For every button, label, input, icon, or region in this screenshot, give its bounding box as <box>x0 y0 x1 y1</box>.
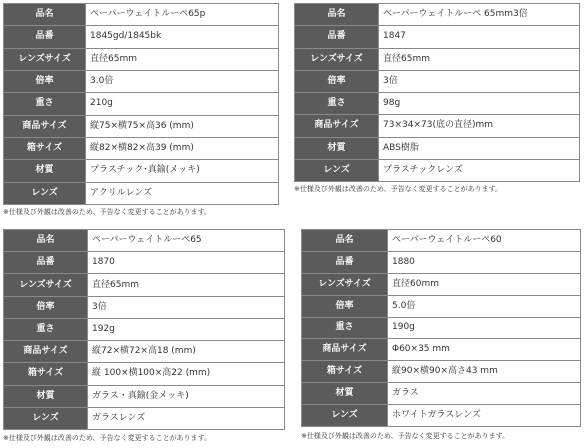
row-value: 縦90×横90×高さ43 mm <box>388 361 581 383</box>
row-label: 重さ <box>4 93 86 115</box>
row-label: 商品サイズ <box>4 115 86 137</box>
row-value: ガラス・真鍮(金メッキ) <box>88 385 285 407</box>
table-row <box>4 274 285 296</box>
spec-table-1 <box>3 3 279 205</box>
row-value: ペーパーウェイトルーペ60 <box>388 230 581 252</box>
spec-table-4 <box>301 229 581 427</box>
table-row <box>295 48 580 70</box>
row-label: 箱サイズ <box>302 361 388 383</box>
table-row <box>295 70 580 92</box>
row-value: ガラス <box>388 383 581 405</box>
row-value: 3倍 <box>88 296 285 318</box>
row-value: 3倍 <box>379 70 580 92</box>
row-value: Φ60×35 mm <box>388 339 581 361</box>
table-row <box>302 405 581 427</box>
row-label: 商品サイズ <box>295 115 379 137</box>
row-value: 1847 <box>379 26 580 48</box>
row-value: 直径65mm <box>379 48 580 70</box>
row-label: レンズサイズ <box>302 273 388 295</box>
row-label: 品名 <box>4 4 86 26</box>
row-label: レンズ <box>302 405 388 427</box>
table-row <box>295 159 580 181</box>
row-value: 縦75×横75×高36 (mm) <box>86 115 279 137</box>
row-value: 192g <box>88 318 285 340</box>
row-value: 縦82×横82×高39 (mm) <box>86 137 279 159</box>
table-row <box>302 273 581 295</box>
row-value: ガラスレンズ <box>88 407 285 429</box>
row-value: 直径65mm <box>86 48 279 70</box>
table-row <box>302 339 581 361</box>
table-row <box>4 385 285 407</box>
row-label: 箱サイズ <box>4 363 88 385</box>
row-label: 材質 <box>4 385 88 407</box>
row-label: 商品サイズ <box>302 339 388 361</box>
table-row <box>295 137 580 159</box>
row-value: 210g <box>86 93 279 115</box>
table-row <box>4 4 279 26</box>
row-value: 5.0倍 <box>388 295 581 317</box>
row-label: 重さ <box>4 318 88 340</box>
row-value: 1880 <box>388 251 581 273</box>
table-row <box>302 383 581 405</box>
row-value: 190g <box>388 317 581 339</box>
table-row <box>302 361 581 383</box>
row-value: 73×34×73(底の直径)mm <box>379 115 580 137</box>
table-row <box>302 295 581 317</box>
row-label: 商品サイズ <box>4 341 88 363</box>
disclaimer-note: ※仕様及び外観は改善のため、予告なく変更することがあります。 <box>301 432 510 440</box>
row-value: ABS樹脂 <box>379 137 580 159</box>
table-row <box>4 182 279 204</box>
table-row <box>302 251 581 273</box>
table-row <box>4 137 279 159</box>
disclaimer-note: ※仕様及び外観は改善のため、予告なく変更することがあります。 <box>294 185 503 193</box>
table-row <box>4 160 279 182</box>
table-row <box>4 296 285 318</box>
table-row <box>4 363 285 385</box>
row-label: レンズサイズ <box>4 274 88 296</box>
row-label: 品名 <box>295 4 379 26</box>
row-label: 材質 <box>4 160 86 182</box>
row-label: 材質 <box>295 137 379 159</box>
row-label: 品名 <box>4 230 88 252</box>
row-label: 材質 <box>302 383 388 405</box>
disclaimer-note: ※仕様及び外観は改善のため、予告なく変更することがあります。 <box>3 434 212 442</box>
row-label: 品番 <box>4 26 86 48</box>
table-row <box>4 318 285 340</box>
row-label: 品名 <box>302 230 388 252</box>
row-label: 重さ <box>295 93 379 115</box>
row-label: 品番 <box>4 252 88 274</box>
row-value: 1845gd/1845bk <box>86 26 279 48</box>
table-row <box>4 48 279 70</box>
spec-table-2 <box>294 3 580 182</box>
row-label: 箱サイズ <box>4 137 86 159</box>
row-value: 直径65mm <box>88 274 285 296</box>
row-value: 直径60mm <box>388 273 581 295</box>
row-value: ホワイトガラスレンズ <box>388 405 581 427</box>
table-row <box>4 407 285 429</box>
row-value: アクリルレンズ <box>86 182 279 204</box>
table-row <box>295 93 580 115</box>
table-row <box>4 252 285 274</box>
row-label: レンズ <box>4 182 86 204</box>
row-value: 縦 100×横100×高22 (mm) <box>88 363 285 385</box>
row-label: 倍率 <box>302 295 388 317</box>
disclaimer-note: ※仕様及び外観は改善のため、予告なく変更することがあります。 <box>3 208 212 216</box>
row-label: レンズ <box>295 159 379 181</box>
table-row <box>4 341 285 363</box>
table-row <box>302 317 581 339</box>
table-row <box>4 230 285 252</box>
table-row <box>295 26 580 48</box>
row-value: ペーパーウェイトルーペ65 <box>88 230 285 252</box>
row-value: 1870 <box>88 252 285 274</box>
spec-table-3 <box>3 229 285 430</box>
row-label: 品番 <box>302 251 388 273</box>
row-value: 98g <box>379 93 580 115</box>
row-label: レンズ <box>4 407 88 429</box>
table-row <box>4 93 279 115</box>
table-row <box>295 4 580 26</box>
row-label: 倍率 <box>4 70 86 92</box>
row-label: 倍率 <box>295 70 379 92</box>
row-value: 縦72×横72×高18 (mm) <box>88 341 285 363</box>
table-row <box>302 230 581 252</box>
row-label: レンズサイズ <box>4 48 86 70</box>
table-row <box>4 26 279 48</box>
table-row <box>4 115 279 137</box>
table-row <box>4 70 279 92</box>
row-value: 3.0倍 <box>86 70 279 92</box>
row-value: ペーパーウェイトルーペ 65mm3倍 <box>379 4 580 26</box>
row-label: 重さ <box>302 317 388 339</box>
row-value: プラスチック･真鍮(メッキ) <box>86 160 279 182</box>
row-label: 品番 <box>295 26 379 48</box>
table-row <box>295 115 580 137</box>
row-value: ペーパーウェイトルーペ65p <box>86 4 279 26</box>
row-value: プラスチックレンズ <box>379 159 580 181</box>
row-label: レンズサイズ <box>295 48 379 70</box>
row-label: 倍率 <box>4 296 88 318</box>
